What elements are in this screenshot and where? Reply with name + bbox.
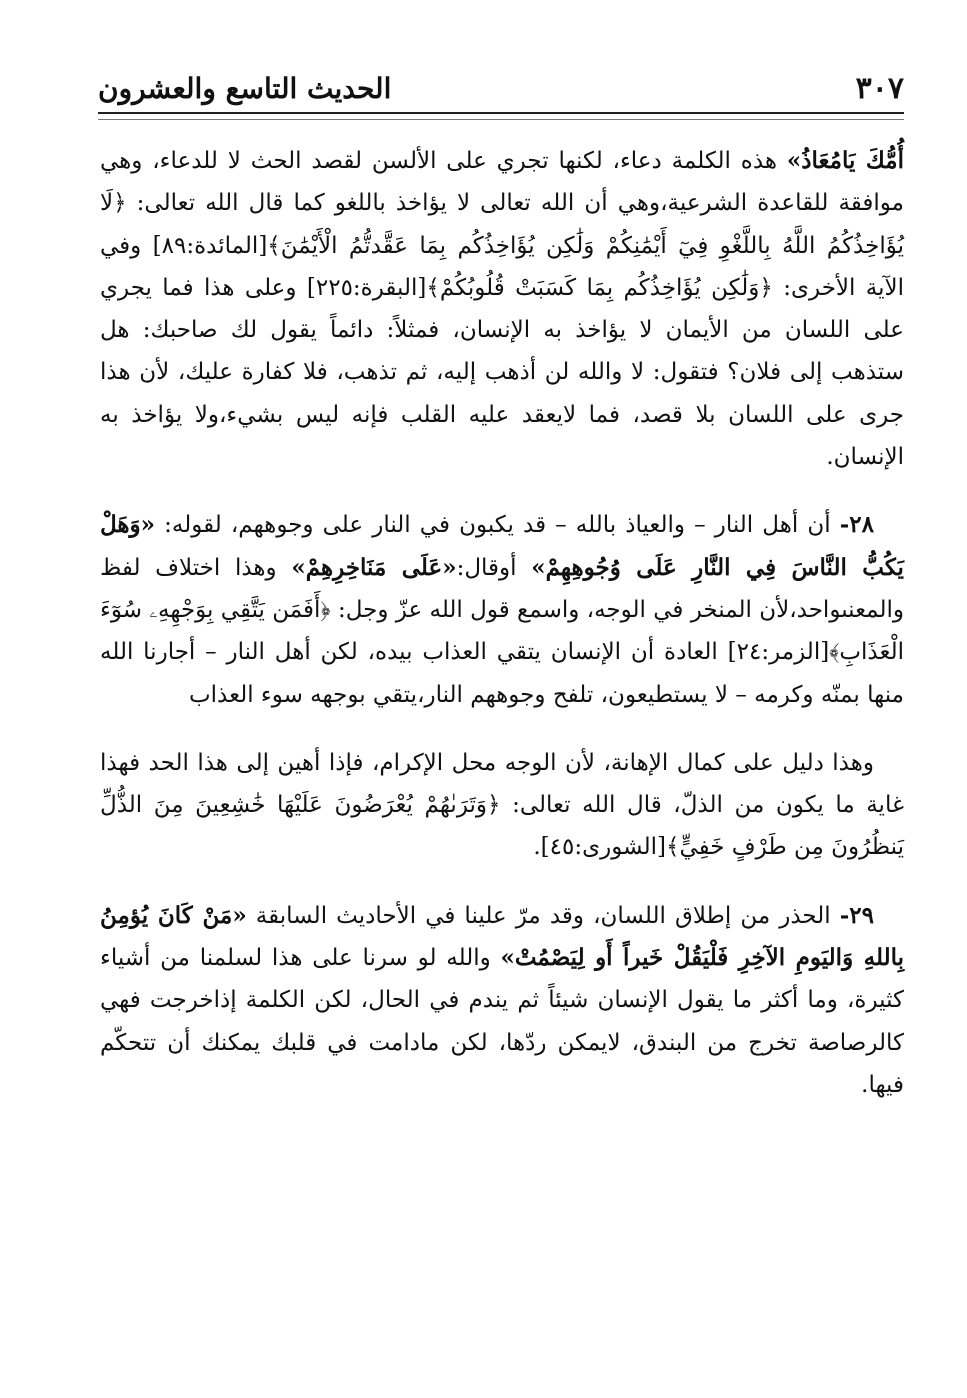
text-run: الحذر من إطلاق اللسان، وقد مرّ علينا في الأحاديث السابقة	[246, 902, 840, 929]
text-run: [الشورى:٤٥].	[533, 834, 666, 861]
paragraph-28	[100, 504, 904, 715]
point-number: ٢٨-	[839, 511, 874, 539]
text-run: [البقرة:٢٢٥] وعلى هذا فما يجري على اللسان من الأيمان لا يؤاخذ به الإنسان، فمثلاً: دائماً يقول لك صاحبك: هل ستذهب إلى فلان؟ فتقول: لا والله لن أذهب إليه، ثم تذهب، فلا كفارة عليك، لأن هذا جرى على اللسان بلا قصد، فما لايعقد عليه القلب فإنه ليس بشيء،ولا يؤاخذ به الإنسان.	[100, 274, 904, 471]
paragraph-29	[100, 895, 904, 1106]
text-run: أوقال:	[456, 554, 532, 581]
quran-quote: ﴿أَفَمَن يَتَّقِي بِوَجْهِهِۦ سُوٓءَ الْعَذَابِ﴾	[100, 596, 904, 666]
text-run: وهذا اختلاف لفظ والمعنىواحد،لأن المنخر في الوجه، واسمع قول الله عزّ وجل:	[100, 554, 904, 623]
paragraph-commentary	[100, 742, 904, 869]
hadith-phrase: أُمُّكَ يَامُعَاذُ»	[786, 147, 904, 174]
page-body	[100, 140, 904, 1106]
hadith-phrase: «مَنْ كَانَ يُؤمِنُ بِاللهِ وَاليَومِ الآخِرِ فَلْيَقُلْ خَيراً أَو لِيَصْمُتْ»	[100, 901, 904, 972]
quran-quote: ﴿لَا يُؤَاخِذُكُمُ اللَّهُ بِاللَّغْوِ فِيٓ أَيْمَٰنِكُمْ وَلَٰكِن يُؤَاخِذُكُم بِمَا عَقَّدتُّمُ الْأَيْمَٰنَ﴾	[100, 190, 905, 259]
page-number: ٣٠٧	[855, 70, 904, 106]
hadith-phrase: «عَلَى مَنَاخِرِهِمْ»	[291, 553, 457, 581]
quran-quote: ﴿وَتَرَىٰهُمْ يُعْرَضُونَ عَلَيْهَا خَٰشِعِينَ مِنَ الذُّلِّ يَنظُرُونَ مِن طَرْفٍ خَفِيٍّ﴾	[100, 792, 904, 861]
hadith-phrase: «وَهَلْ يَكُبُّ النَّاسَ فِي النَّارِ عَلَى وُجُوهِهِمْ»	[100, 511, 904, 581]
point-number: ٢٩-	[839, 901, 874, 929]
page-header	[98, 66, 904, 110]
text-run: [الزمر:٢٤] العادة أن الإنسان يتقي العذاب بيده، لكن أهل النار – أجارنا الله منها بمنّه وكرمه – لا يستطيعون، تلفح وجوههم النار،يتقي بوجهه سوء العذاب	[100, 639, 904, 708]
text-run: وهذا دليل على كمال الإهانة، لأن الوجه محل الإكرام، فإذا أهين إلى هذا الحد فهذا غاية ما يكون من الذلّ، قال الله تعالى:	[100, 749, 904, 819]
text-run: [المائدة:٨٩] وفي الآية الأخرى:	[100, 232, 905, 301]
header-rule-secondary	[98, 119, 904, 120]
text-run: هذه الكلمة دعاء، لكنها تجري على الألسن لقصد الحث لا للدعاء، وهي موافقة للقاعدة الشرعية،وهي أن الله تعالى لا يؤاخذ باللغو كما قال الله تعالى:	[100, 148, 904, 217]
quran-quote: ﴿وَلَٰكِن يُؤَاخِذُكُم بِمَا كَسَبَتْ قُلُوبُكُمْ﴾	[426, 274, 773, 301]
text-run: أن أهل النار – والعياذ بالله – قد يكبون في النار على وجوههم، لقوله:	[155, 512, 840, 539]
running-title: الحديث التاسع والعشرون	[98, 71, 392, 105]
text-run: والله لو سرنا على هذا لسلمنا من أشياء كثيرة، وما أكثر ما يقول الإنسان شيئاً ثم يندم في الحال، لكن الكلمة إذاخرجت فهي كالرصاصة تخرج من البندق، لايمكن ردّها، لكن مادامت في قلبك يمكنك أن تتحكّم فيها.	[100, 945, 904, 1098]
header-rule	[98, 112, 904, 114]
paragraph-1	[100, 140, 904, 478]
